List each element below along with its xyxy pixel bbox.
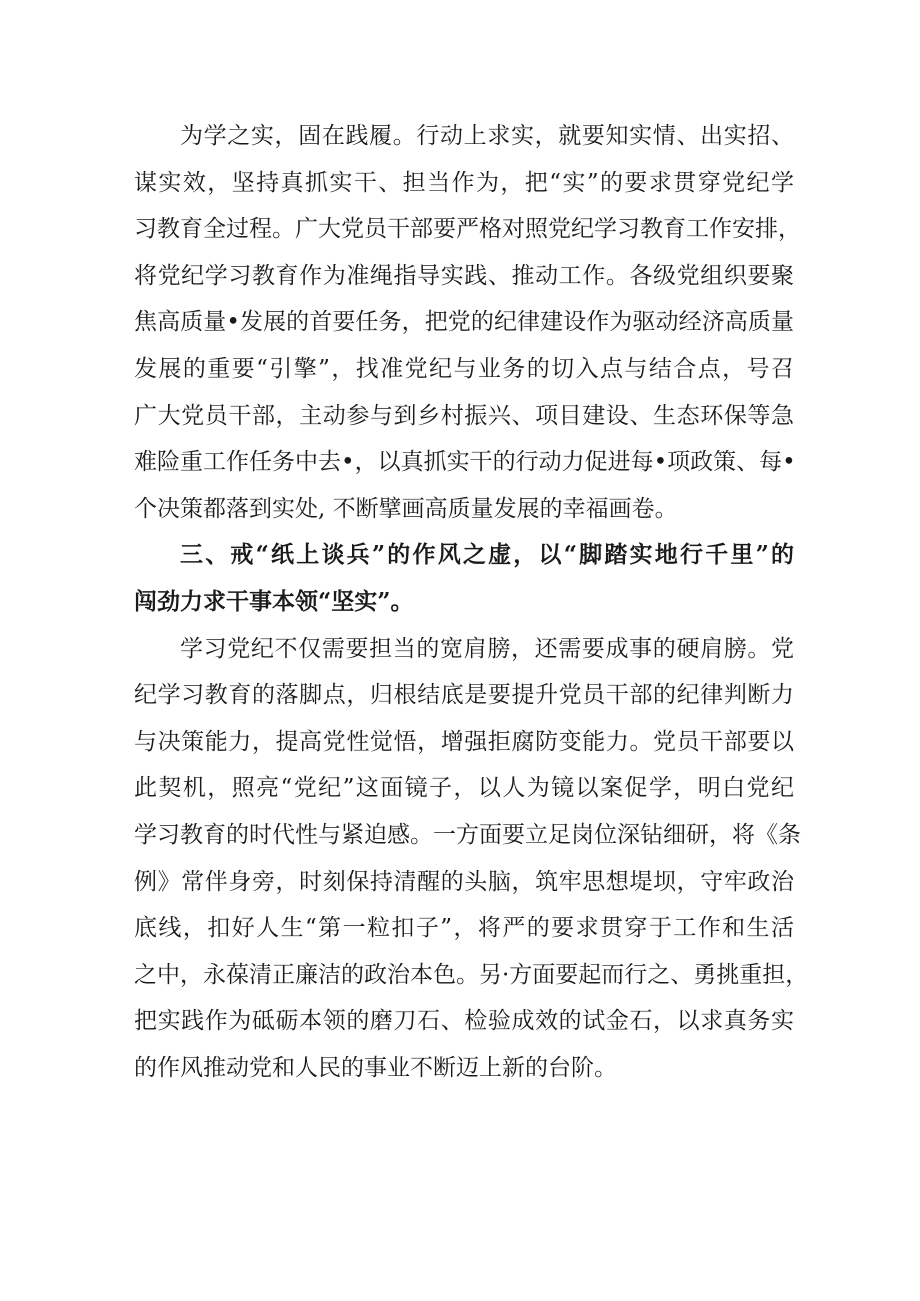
paragraph-line: 为学之实，固在践履。行动上求实，就要知实情、出实招、: [180, 123, 794, 149]
paragraph-line: 谋实效，坚持真抓实干、担当作为，把“实”的要求贯穿党纪学: [134, 169, 794, 196]
paragraph-line: 把实践作为砥砺本领的磨刀石、检验成效的试金石，以求真务实: [134, 1008, 794, 1035]
heading-line: 闯劲力求干事本领“坚实”。: [134, 587, 414, 615]
paragraph-line: 发展的重要“引擎”，找准党纪与业务的切入点与结合点，号召: [134, 355, 794, 382]
paragraph-line: 难险重工作任务中去•，以真抓实干的行动力促进每•项政策、每•: [134, 449, 796, 476]
paragraph-line: 习教育全过程。广大党员干部要严格对照党纪学习教育工作安排，: [134, 216, 801, 243]
paragraph-line: 学习教育的时代性与紧迫感。一方面要立足岗位深钻细研，将《条: [134, 821, 801, 848]
paragraph-line: 与决策能力，提高党性觉悟，增强拒腐防变能力。党员干部要以: [134, 728, 794, 755]
paragraph-1: [134, 113, 801, 532]
paragraph-line: 此契机，照亮“党纪”这面镜子，以人为镜以案促学，明白党纪: [134, 775, 794, 802]
paragraph-line: 之中，永葆清正廉洁的政治本色。另·方面要起而行之、勇挑重担，: [134, 961, 809, 988]
paragraph-line: 将党纪学习教育作为准绳指导实践、推动工作。各级党组织要聚: [134, 262, 794, 289]
section-heading-3: [134, 532, 794, 625]
paragraph-line: 学习党纪不仅需要担当的宽肩膀，还需要成事的硬肩膀。党: [180, 635, 794, 662]
paragraph-line: 广大党员干部，主动参与到乡村振兴、项目建设、生态环保等急: [134, 402, 794, 429]
paragraph-line: 纪学习教育的落脚点，归根结底是要提升党员干部的纪律判断力: [134, 682, 794, 709]
paragraph-line: 的作风推动党和人民的事业不断迈上新的台阶。: [134, 1054, 617, 1081]
paragraph-line: 底线，扣好人生“第一粒扣子”，将严的要求贯穿于工作和生活: [134, 915, 794, 942]
document-body: [134, 113, 809, 1091]
paragraph-line: 焦高质量•发展的首要任务，把党的纪律建设作为驱动经济高质量: [134, 309, 794, 336]
paragraph-2: [134, 626, 809, 1092]
paragraph-line: 例》常伴身旁，时刻保持清醒的头脑，筑牢思想堤坝，守牢政治: [134, 868, 794, 895]
heading-line: 三、戒“纸上谈兵”的作风之虚，以“脚踏实地行千里”的: [180, 541, 794, 569]
paragraph-line: 个决策都落到实处, 不断擘画高质量发展的幸福画卷。: [134, 495, 678, 522]
